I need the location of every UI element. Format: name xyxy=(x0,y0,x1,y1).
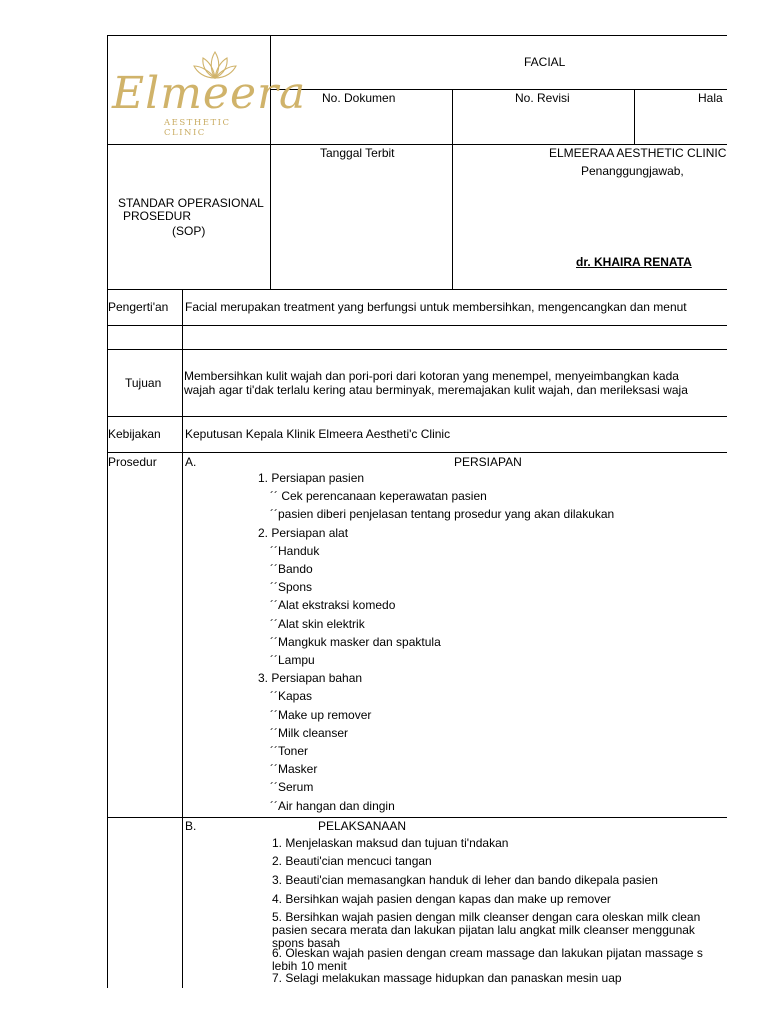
persiapan-item: ´´Make up remover xyxy=(270,707,372,722)
persiapan-item: ´´Spons xyxy=(270,580,313,595)
logo-name: Elmeera xyxy=(112,68,307,119)
pengertian-text: Facial merupakan treatment yang berfungsi untuk membersihkan, mengencangkan dan menut xyxy=(185,300,687,314)
prosedur-label: Prosedur xyxy=(108,455,157,469)
logo-subtitle: AESTHETIC CLINIC xyxy=(164,118,231,138)
persiapan-subheading: 1. Persiapan pasien xyxy=(258,471,365,485)
persiapan-item: ´´Lampu xyxy=(270,653,315,667)
document-title: FACIAL xyxy=(524,55,566,69)
persiapan-item: ´´Mangkuk masker dan spaktula xyxy=(270,634,441,649)
persiapan-subheading: 2. Persiapan alat xyxy=(258,525,349,540)
pelaksanaan-item: 2. Beauti'cian mencuci tangan xyxy=(272,854,432,868)
penanggungjawab-label: Penanggungjawab, xyxy=(581,164,684,178)
persiapan-item: ´´Kapas xyxy=(270,689,313,704)
kebijakan-text: Keputusan Kepala Klinik Elmeera Aestheti'c Clinic xyxy=(185,427,451,441)
no-dokumen-label: No. Dokumen xyxy=(322,91,396,105)
pelaksanaan-item: 6. Oleskan wajah pasien dengan cream massage dan lakukan pijatan massage s xyxy=(272,946,703,960)
clinic-logo xyxy=(112,50,307,138)
persiapan-item: ´´Masker xyxy=(270,762,318,777)
row-line-empty xyxy=(107,349,727,350)
tujuan-text-line1: Membersihkan kulit wajah dan pori-pori dari kotoran yang menempel, menyeimbangkan kada xyxy=(184,369,679,383)
label-column-divider xyxy=(182,289,183,988)
persiapan-letter: A. xyxy=(185,455,197,469)
persiapan-item: ´´Alat ekstraksi komedo xyxy=(270,598,396,613)
persiapan-item: ´´Bando xyxy=(270,562,313,576)
pelaksanaan-item: pasien secara merata dan lakukan pijatan lalu angkat milk cleanser menggunak xyxy=(272,923,695,937)
table-border-top xyxy=(107,35,727,36)
docinfo-divider-2 xyxy=(634,89,635,145)
doctor-name: dr. KHAIRA RENATA xyxy=(576,255,692,269)
persiapan-item: ´´Serum xyxy=(270,780,314,795)
header-bottom xyxy=(107,289,727,290)
tujuan-text-line2: wajah agar ti'dak terlalu kering atau berminyak, meremajakan kulit wajah, dan merileksasi waja xyxy=(184,383,688,397)
row-line-pelaksanaan xyxy=(107,817,727,818)
header-row-divider xyxy=(107,144,727,145)
pelaksanaan-letter: B. xyxy=(185,819,197,833)
pelaksanaan-item: 3. Beauti'cian memasangkan handuk di leher dan bando dikepala pasien xyxy=(272,873,658,887)
persiapan-item: ´´Handuk xyxy=(270,543,320,558)
kebijakan-label: Kebijakan xyxy=(108,427,161,441)
row-line-pengertian xyxy=(107,325,727,326)
persiapan-item: ´´Alat skin elektrik xyxy=(270,616,365,631)
no-revisi-label: No. Revisi xyxy=(515,91,570,105)
tanggal-terbit-label: Tanggal Terbit xyxy=(320,146,395,160)
persiapan-subheading: 3. Persiapan bahan xyxy=(258,671,363,686)
clinic-name: ELMEERAA AESTHETIC CLINIC xyxy=(549,146,727,160)
pelaksanaan-item: 7. Selagi melakukan massage hidupkan dan panaskan mesin uap xyxy=(272,971,622,985)
persiapan-item: ´´Air hangan dan dingin xyxy=(270,798,395,813)
sop-title-line2: PROSEDUR xyxy=(123,209,192,223)
table-border-left xyxy=(107,35,108,988)
pelaksanaan-heading: PELAKSANAAN xyxy=(318,819,407,833)
pelaksanaan-item: spons basah xyxy=(272,936,341,950)
pelaksanaan-item: 5. Bersihkan wajah pasien dengan milk cleanser dengan cara oleskan milk clean xyxy=(272,910,701,924)
pelaksanaan-item: 1. Menjelaskan maksud dan tujuan ti'ndakan xyxy=(272,836,509,850)
persiapan-item: ´´Toner xyxy=(270,744,309,758)
sop-title-line1: STANDAR OPERASIONAL xyxy=(118,196,264,210)
persiapan-item: ´´Milk cleanser xyxy=(270,725,349,740)
tujuan-label: Tujuan xyxy=(125,376,162,390)
persiapan-item: ´´ Cek perencanaan keperawatan pasien xyxy=(270,489,487,504)
persiapan-heading: PERSIAPAN xyxy=(454,455,522,469)
row-line-tujuan xyxy=(107,416,727,417)
row-line-kebijakan xyxy=(107,452,727,453)
title-row-divider xyxy=(270,89,727,90)
pelaksanaan-item: lebih 10 menit xyxy=(272,959,347,973)
pengertian-label: Pengerti'an xyxy=(108,300,169,314)
persiapan-item: ´´pasien diberi penjelasan tentang prosedur yang akan dilakukan xyxy=(270,507,615,522)
pelaksanaan-item: 4. Bersihkan wajah pasien dengan kapas dan make up remover xyxy=(272,892,611,906)
sop-title-line3: (SOP) xyxy=(172,224,206,238)
halaman-label: Hala xyxy=(698,91,723,105)
docinfo-divider-1 xyxy=(452,89,453,289)
